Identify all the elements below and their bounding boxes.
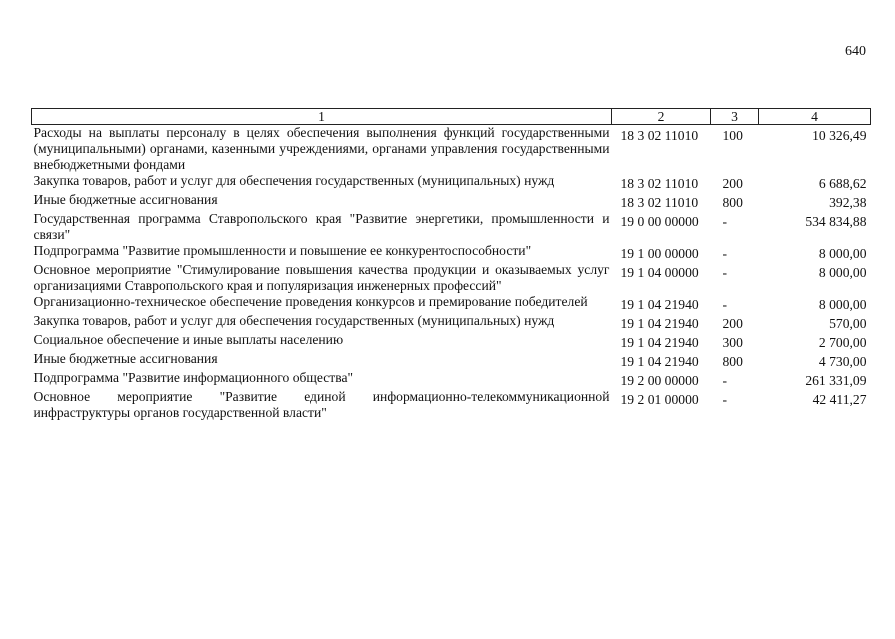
table-row <box>32 332 871 351</box>
table-row <box>32 192 871 211</box>
row-amount: 534 834,88 <box>805 214 867 229</box>
row-code: 18 3 02 11010 <box>620 195 699 210</box>
row-type: - <box>722 392 728 407</box>
row-name: Расходы на выплаты персоналу в целях обеспечения выполнения функций государственными (муниципальными) органами, казенными учреждениями, органами управления государственными внебюджетными фондами <box>33 125 610 172</box>
row-type: 100 <box>722 128 743 143</box>
row-name: Иные бюджетные ассигнования <box>33 192 218 207</box>
row-name: Основное мероприятие "Развитие единой информационно-телекоммуникационной инфраструктуры органов государственной власти" <box>33 389 610 420</box>
table-row <box>32 294 871 313</box>
row-type: - <box>722 265 728 280</box>
row-amount: 42 411,27 <box>812 392 867 407</box>
row-type: - <box>722 297 728 312</box>
row-type: 200 <box>722 176 743 191</box>
table-row <box>32 313 871 332</box>
row-amount: 8 000,00 <box>818 297 867 312</box>
row-code: 19 2 01 00000 <box>620 392 699 407</box>
table-row <box>32 262 871 294</box>
table-row <box>32 351 871 370</box>
column-header-4: 4 <box>759 109 871 125</box>
row-type: 300 <box>722 335 743 350</box>
table-row <box>32 173 871 192</box>
row-code: 19 1 04 00000 <box>620 265 699 280</box>
column-header-2: 2 <box>612 109 711 125</box>
row-type: 800 <box>722 195 743 210</box>
row-amount: 570,00 <box>829 316 867 331</box>
row-amount: 6 688,62 <box>818 176 867 191</box>
budget-table <box>31 108 871 421</box>
row-code: 18 3 02 11010 <box>620 176 699 191</box>
row-name: Подпрограмма "Развитие промышленности и повышение ее конкурентоспособности" <box>33 243 532 258</box>
row-code: 19 0 00 00000 <box>620 214 699 229</box>
row-code: 19 1 04 21940 <box>620 335 699 350</box>
row-type: - <box>722 373 728 388</box>
row-type: 200 <box>722 316 743 331</box>
row-amount: 10 326,49 <box>812 128 867 143</box>
row-amount: 8 000,00 <box>818 246 867 261</box>
row-name: Организационно-техническое обеспечение проведения конкурсов и премирование победителей <box>33 294 588 309</box>
row-code: 19 1 04 21940 <box>620 354 699 369</box>
table-row <box>32 389 871 421</box>
table-header-row <box>32 109 871 125</box>
row-name: Закупка товаров, работ и услуг для обеспечения государственных (муниципальных) нужд <box>33 173 555 188</box>
row-name: Основное мероприятие "Стимулирование повышения качества продукции и оказываемых услуг организациями Ставропольского края и популяризация инженерных профессий" <box>33 262 610 293</box>
table-row <box>32 211 871 243</box>
row-amount: 2 700,00 <box>818 335 867 350</box>
row-amount: 392,38 <box>829 195 867 210</box>
row-name: Закупка товаров, работ и услуг для обеспечения государственных (муниципальных) нужд <box>33 313 555 328</box>
row-amount: 261 331,09 <box>805 373 867 388</box>
row-code: 19 1 04 21940 <box>620 297 699 312</box>
table-row <box>32 125 871 174</box>
row-amount: 4 730,00 <box>818 354 867 369</box>
table-row <box>32 370 871 389</box>
column-header-1: 1 <box>32 109 612 125</box>
row-name: Социальное обеспечение и иные выплаты населению <box>33 332 344 347</box>
row-name: Подпрограмма "Развитие информационного общества" <box>33 370 354 385</box>
row-code: 19 2 00 00000 <box>620 373 699 388</box>
row-type: - <box>722 214 728 229</box>
column-header-3: 3 <box>711 109 759 125</box>
row-code: 18 3 02 11010 <box>620 128 699 143</box>
row-type: - <box>722 246 728 261</box>
row-code: 19 1 00 00000 <box>620 246 699 261</box>
row-type: 800 <box>722 354 743 369</box>
row-name: Государственная программа Ставропольского края "Развитие энергетики, промышленности и связи" <box>33 211 610 242</box>
row-name: Иные бюджетные ассигнования <box>33 351 218 366</box>
row-code: 19 1 04 21940 <box>620 316 699 331</box>
page-number: 640 <box>845 44 866 59</box>
table-row <box>32 243 871 262</box>
row-amount: 8 000,00 <box>818 265 867 280</box>
